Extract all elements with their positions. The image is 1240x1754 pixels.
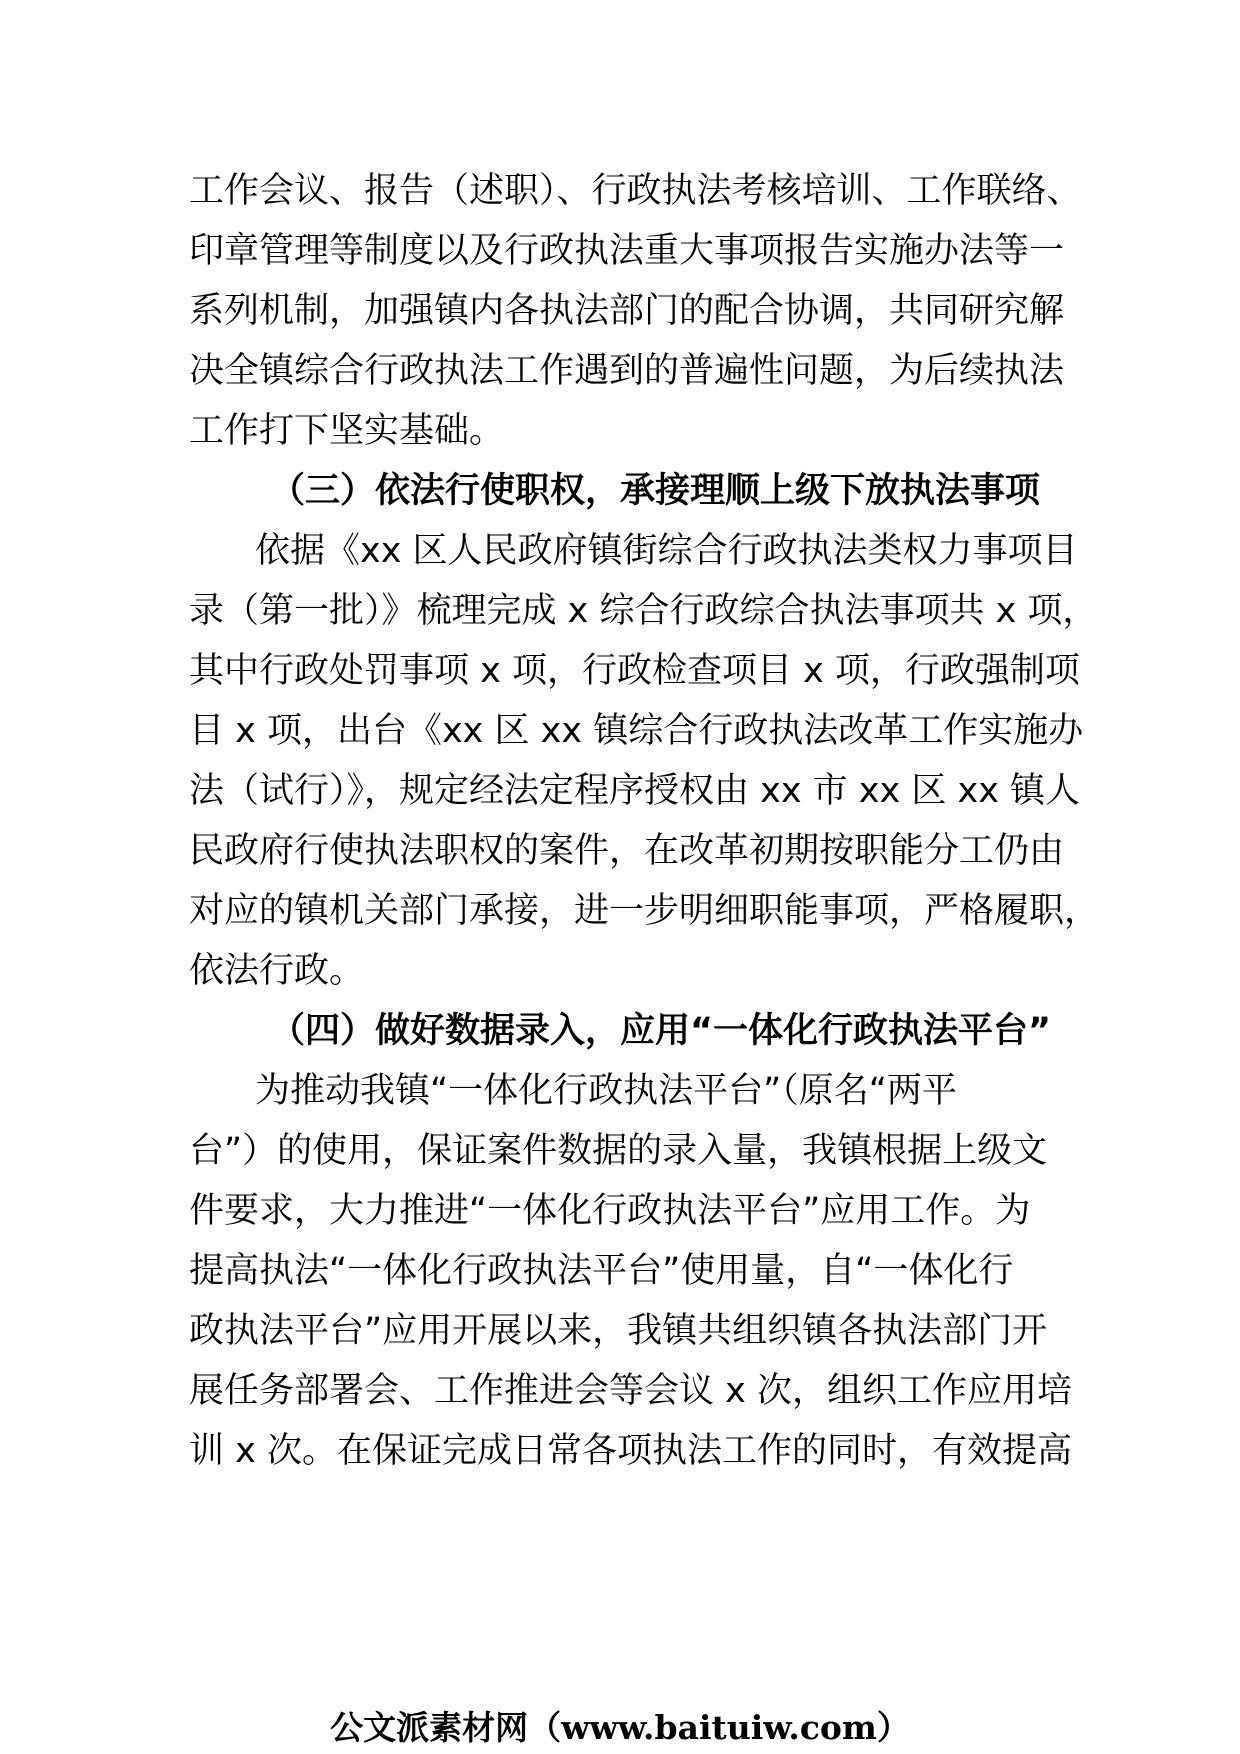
- paragraph-line: 工作会议、报告（述职）、行政执法考核培训、工作联络、: [189, 171, 1082, 211]
- paragraph-line: 政执法平台”应用开展以来，我镇共组织镇各执法部门开: [189, 1311, 1048, 1351]
- paragraph-line: 为推动我镇“一体化行政执法平台”（原名“两平: [255, 1071, 957, 1111]
- paragraph-line: 工作打下坚实基础。: [189, 411, 505, 451]
- paragraph-line: 民政府行使执法职权的案件，在改革初期按职能分工仍由: [189, 831, 1065, 871]
- paragraph-line: 目 x 项，出台《xx 区 xx 镇综合行政执法改革工作实施办: [189, 711, 1084, 751]
- paragraph-line: 印章管理等制度以及行政执法重大事项报告实施办法等一: [189, 231, 1065, 271]
- section-heading: （四）做好数据录入，应用“一体化行政执法平台”: [270, 1011, 1052, 1051]
- paragraph-line: 台”）的使用，保证案件数据的录入量，我镇根据上级文: [189, 1131, 1048, 1171]
- paragraph-line: 对应的镇机关部门承接，进一步明细职能事项，严格履职，: [189, 891, 1100, 931]
- paragraph-line: 展任务部署会、工作推进会等会议 x 次，组织工作应用培: [189, 1371, 1072, 1411]
- footer-watermark: 公文派素材网（www.baituiw.com）: [330, 1708, 910, 1747]
- paragraph-line: 法（试行）》，规定经法定程序授权由 xx 市 xx 区 xx 镇人: [189, 771, 1081, 811]
- paragraph-line: 系列机制，加强镇内各执法部门的配合协调，共同研究解: [189, 291, 1065, 331]
- paragraph-line: 录（第一批）》梳理完成 x 综合行政综合执法事项共 x 项，: [189, 591, 1098, 631]
- paragraph-line: 决全镇综合行政执法工作遇到的普遍性问题，为后续执法: [189, 351, 1065, 391]
- paragraph-line: 提高执法“一体化行政执法平台”使用量，自“一体化行: [189, 1251, 1014, 1291]
- paragraph-line: 件要求，大力推进“一体化行政执法平台”应用工作。为: [189, 1191, 1031, 1231]
- section-heading: （三）依法行使职权，承接理顺上级下放执法事项: [270, 471, 1041, 511]
- paragraph-line: 依据《xx 区人民政府镇街综合行政执法类权力事项目: [255, 531, 1078, 571]
- paragraph-line: 其中行政处罚事项 x 项，行政检查项目 x 项，行政强制项: [189, 651, 1080, 691]
- paragraph-line: 依法行政。: [189, 951, 365, 991]
- paragraph-line: 训 x 次。在保证完成日常各项执法工作的同时，有效提高: [189, 1431, 1072, 1471]
